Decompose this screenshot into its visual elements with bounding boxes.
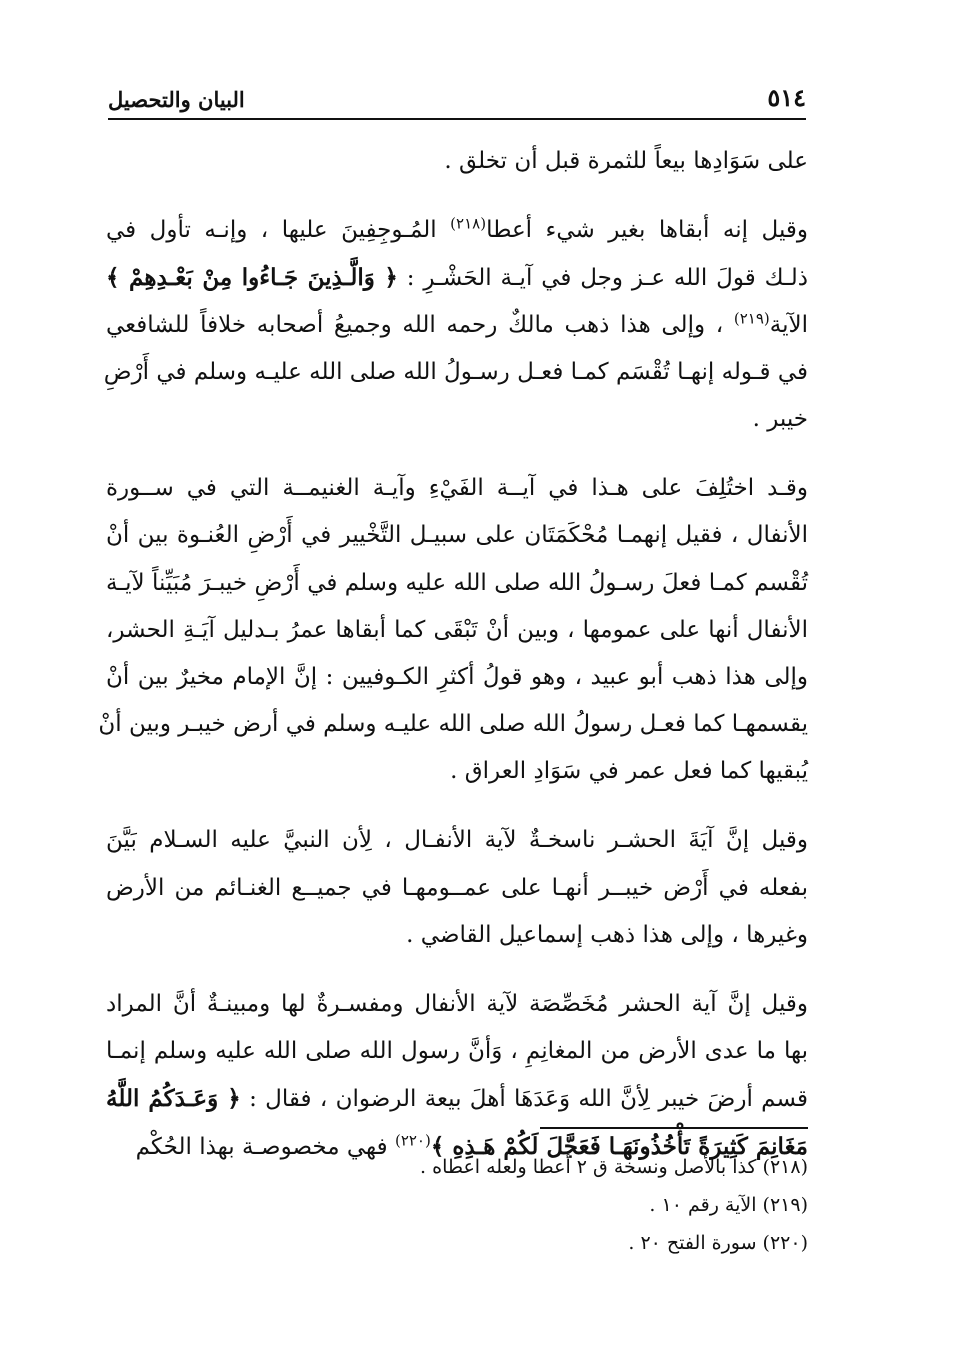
text-line (106, 1075, 808, 1122)
text-segment: وقـد اختُلِفَ على هـذا في آيــة الفَيْءِ وآيـة الغنيمــة التي في ســورة (106, 475, 808, 502)
text-segment: قسم أرضَ خيبر لِأنَّ الله وَعَدَهَا أهلَ بيعة الرضوان ، فقال : (240, 1086, 808, 1113)
text-line (106, 138, 808, 185)
text-line (106, 1028, 808, 1075)
text-line (106, 465, 808, 512)
text-segment: على سَوَادِها بيعاً للثمرة قبل أن تخلق . (444, 148, 808, 174)
text-segment: يقسمهـا كما فعـل رسولُ الله صلى الله عليـه وسلم في أرض خيبـر وبين أنْ (98, 711, 808, 738)
text-line (106, 607, 808, 654)
text-segment: ، وإلى هذا ذهب مالكٌ رحمه الله وجميعُ أصحابه خلافاً للشافعي (106, 311, 734, 338)
quran-quote: ﴿ وَعَـدَكُمُ اللَّهُ (106, 1085, 241, 1113)
paragraph-gap (106, 959, 808, 981)
page-header (108, 78, 806, 120)
footnote-reference: (٢١٩) (733, 308, 770, 327)
text-line (106, 512, 808, 559)
text-line (106, 865, 808, 912)
text-line (106, 207, 808, 254)
text-line (98, 701, 808, 748)
text-segment: وقيل إنَّ آية الحشر مُخَصِّصَة لآية الأنفال ومفسـرةٌ لها ومبينـةٌ أنَّ المراد (106, 991, 808, 1017)
text-line (106, 981, 808, 1028)
text-segment: بفعله في أَرْض خيبــر أنهـا على عمــومهـا في جميــع الغنـائم من الأرض (106, 874, 808, 901)
footnote-separator (540, 1127, 808, 1129)
text-segment: ذلـك قولَ الله عـز وجل في آيـة الحَشْـرِ : (397, 265, 808, 292)
text-segment: وغيرها ، وإلى هذا ذهب إسماعيل القاضي . (406, 921, 808, 948)
paragraph-gap (106, 795, 808, 817)
text-line (106, 654, 808, 701)
footnote-218: (٢١٨) كذا بالأصل ونسخة ق ٢ أعطا ولعله اعطاه . (420, 1156, 808, 1178)
text-segment: المُـوجِفِينَ عليها ، وإنـه تأول في (106, 217, 451, 244)
text-line (106, 560, 808, 607)
text-line (106, 254, 808, 301)
text-segment: الآية (769, 311, 808, 338)
footnote-220: (٢٢٠) سورة الفتح ٢٠ . (628, 1232, 808, 1254)
text-line (106, 396, 808, 443)
text-segment: تُقْسم كمـا فعلَ رسـولُ الله صلى الله عليه وسلم في أَرْضِ خيبـرَ مُبَيِّناً لآيـة (106, 569, 808, 596)
footnotes (106, 1148, 808, 1262)
text-line (106, 748, 808, 795)
text-segment: وقيل إنَّ آيَةَ الحشـر ناسخـةٌ لآية الأنفـال ، لِأن النبيَّ عليه السـلام بَيَّنَ (106, 827, 808, 854)
page-number: ٥١٤ (767, 83, 806, 112)
text-segment: يُبقيها كما فعل عمر في سَوَادِ العراق . (450, 758, 808, 785)
quran-quote: ﴿ وَالَّـذِينَ جَـاءُوا مِنْ بَعْـدِهِمْ ﴾ (106, 264, 398, 292)
text-segment: خيبر . (752, 405, 808, 432)
text-segment: الأنفال ، فقيل إنهمـا مُحْكَمَتَان على سبيـل التَّخْيير في أَرْضِ العُنـوة بين أنْ (106, 522, 808, 549)
running-title: البيان والتحصيل (108, 87, 245, 112)
quran-quote: مَغَانِمَ كَثِيرَةً تَأْخُذُونَهَـا فَعَجَّلَ لَكُمْ هَـذِهِ ﴾ (430, 1132, 808, 1160)
text-line (106, 302, 808, 349)
text-segment: بها ما عدى الأرض من المغانِمِ ، وَأنَّ رسول الله صلى الله عليه وسلم إنمـا (106, 1038, 808, 1065)
text-segment: في قـوله إنهـا تُقْسَم كمـا فعـل رسـولُ الله صلى الله عليـه وسلم في أَرْضِ (103, 358, 808, 385)
text-segment: وإلى هذا ذهب أبو عبيد ، وهو قولُ أكثرِ الكـوفيين : إنَّ الإمام مخيرٌ بين أنْ (106, 663, 808, 690)
text-line (106, 817, 808, 864)
text-segment: وقيل إنه أبقاها بغير شيء أعطا (486, 217, 808, 244)
paragraph-gap (106, 443, 808, 465)
paragraph-gap (106, 185, 808, 207)
footnote-reference: (٢١٨) (450, 214, 487, 233)
footnote-reference: (٢٢٠) (394, 1130, 431, 1149)
text-line (106, 912, 808, 959)
text-segment: فهي مخصوصـة بهذا الحُكْم (135, 1133, 395, 1160)
text-segment: الأنفال أنها على عمومها ، وبين أنْ تَبْقَى كما أبقاها عمرُ بـدليل آيَـةِ الحشر، (106, 616, 808, 643)
body-text (98, 138, 808, 1170)
footnote-219: (٢١٩) الآية رقم ١٠ . (649, 1194, 808, 1216)
text-line (103, 349, 808, 396)
